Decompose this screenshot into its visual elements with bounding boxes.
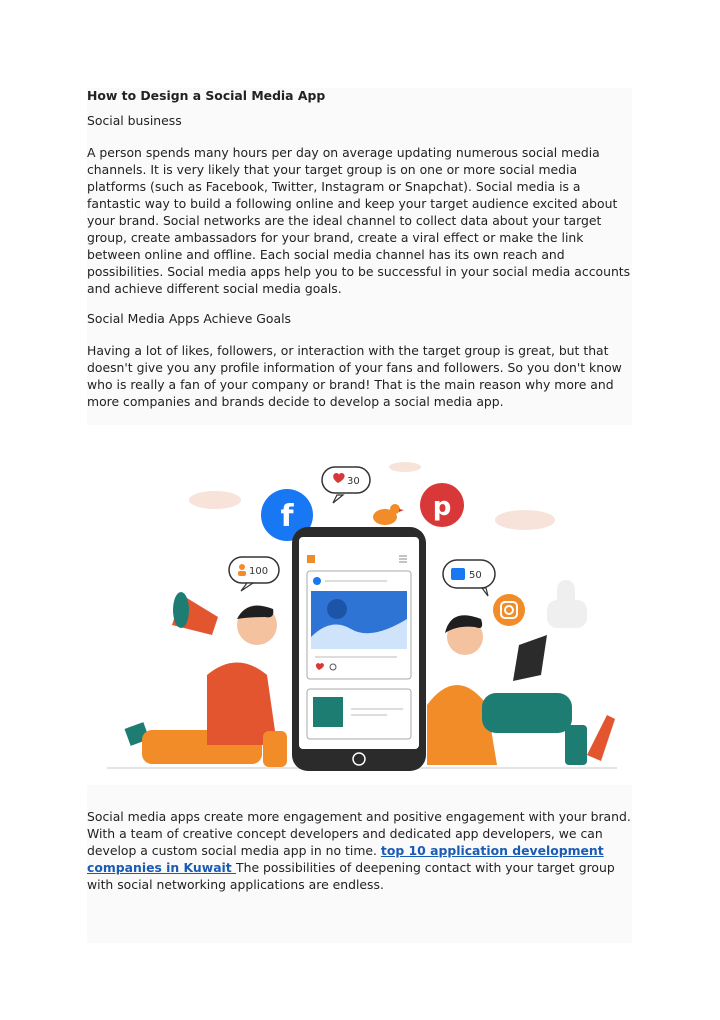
person-left: [125, 592, 287, 767]
instagram-icon: [493, 594, 525, 626]
svg-text:50: 50: [469, 570, 482, 581]
illustration-svg: [87, 425, 632, 785]
heart-bubble: [322, 467, 370, 503]
followers-bubble: [229, 557, 279, 591]
likes-bubble: [443, 560, 495, 596]
cloud-icons: [189, 462, 555, 530]
social-media-illustration: [87, 425, 632, 785]
section-heading-goals: Social Media Apps Achieve Goals: [87, 311, 291, 326]
smartphone: [292, 527, 426, 771]
paragraph-2: Having a lot of likes, followers, or interaction with the target group is great, but that doesn't give you any profile information of your fans and followers. So you don't know who is really a fan of your company or brand! That is the main reason why more and more companies and brands decide to develop a social media app.: [87, 343, 622, 409]
thumbs-up-icon: [451, 568, 465, 580]
svg-text:30: 30: [347, 476, 360, 487]
person-right: [427, 615, 615, 765]
kuwait-companies-link[interactable]: top 10 application development companies in Kuwait: [87, 843, 604, 875]
paragraph-1: A person spends many hours per day on average updating numerous social media channels. It is very likely that your target group is on one or more social media platforms (such as Facebook, Twitter, Instagram or Snapchat). Social media is a fantastic way to build a following online and keep your target audience excited about your brand. Social networks are the ideal channel to collect data about your target group, create ambassadors for your brand, create a viral effect or make the link between online and offline. Each social media channel has its own reach and possibilities. Social media apps help you to be successful in your social media accounts and achieve different social media goals.: [87, 145, 631, 296]
paragraph-3-text-after: The possibilities of deepening contact with your target group with social networking applications are endless.: [87, 860, 615, 892]
laptop-icon: [513, 635, 547, 681]
svg-text:100: 100: [249, 566, 269, 577]
section-heading-social-business: Social business: [87, 113, 182, 128]
svg-text:p: p: [432, 492, 452, 522]
pinterest-icon: [420, 483, 464, 527]
hand-cursor-icon: [547, 580, 587, 628]
bird-icon: [373, 504, 404, 525]
paragraph-3-text-before: Social media apps create more engagement and positive engagement with your brand. With a team of creative concept developers and dedicated app developers, we can develop a custom social media app in no time.: [87, 809, 631, 858]
document-title: How to Design a Social Media App: [87, 88, 326, 103]
paragraph-3: [87, 808, 635, 893]
svg-text:f: f: [280, 499, 294, 534]
user-icon: [239, 564, 245, 570]
